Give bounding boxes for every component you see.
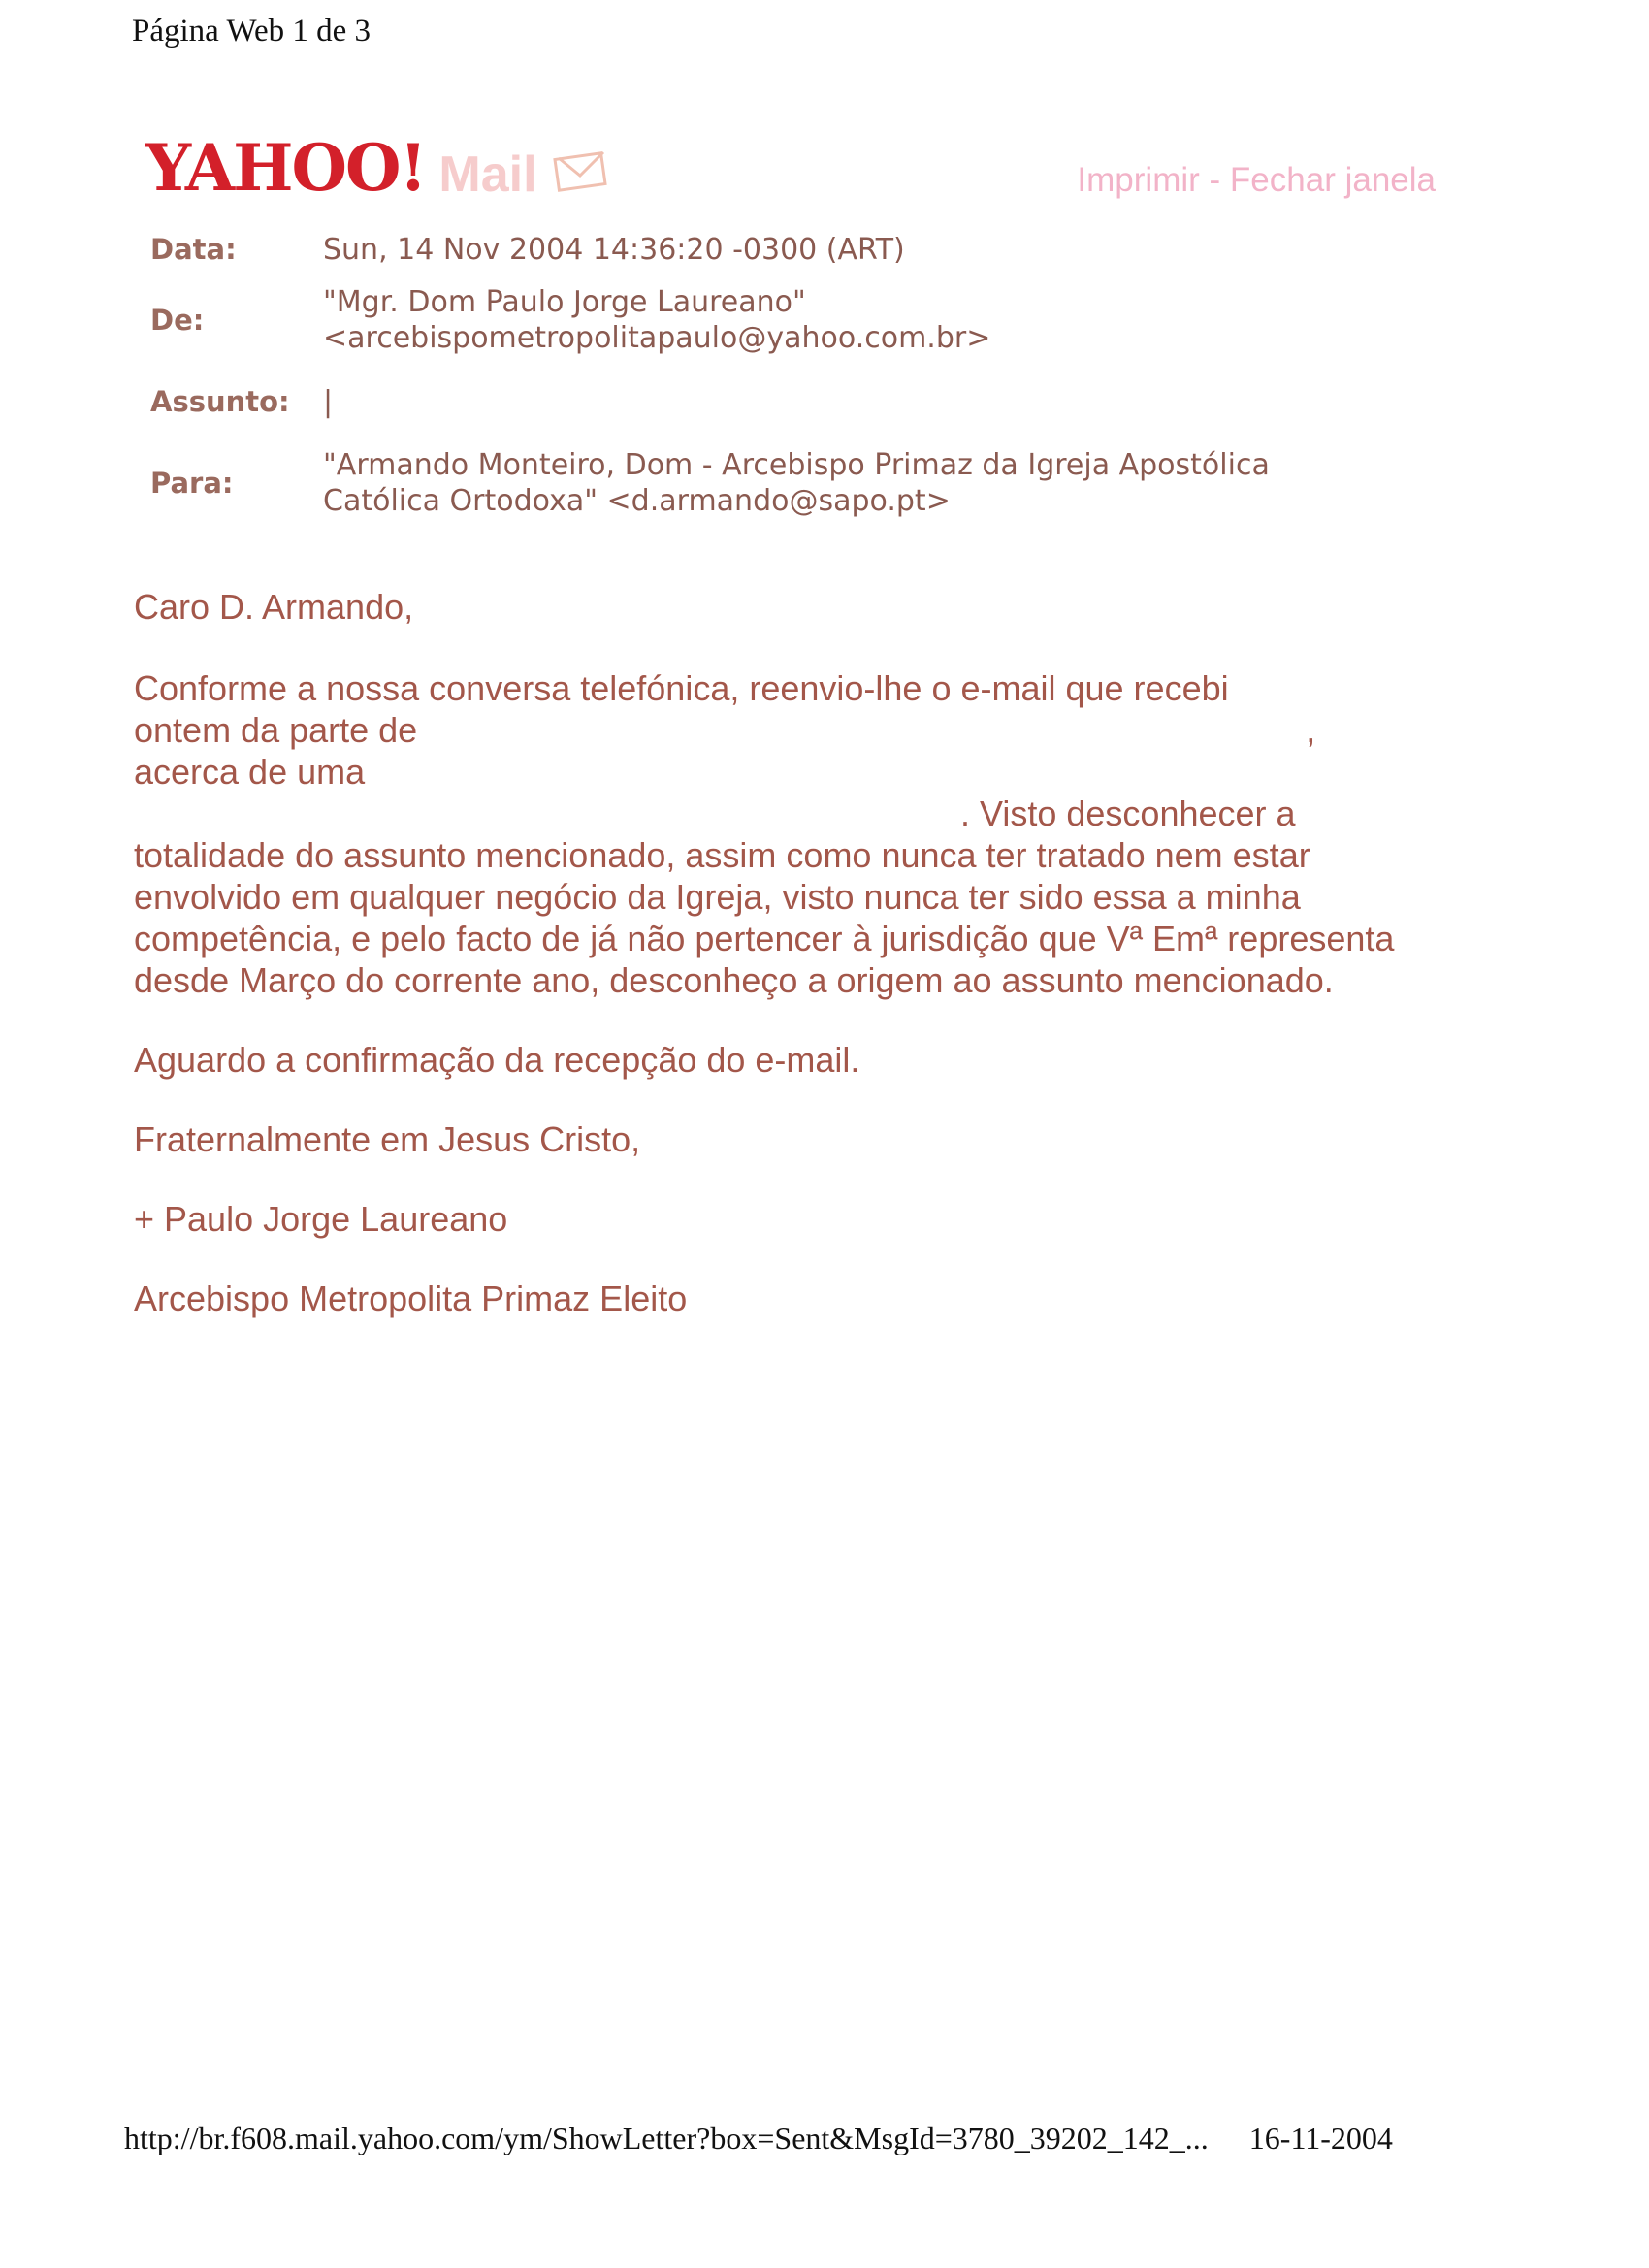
paragraph-line-1: Conforme a nossa conversa telefónica, reenvio-lhe o e-mail que recebi — [134, 668, 1229, 708]
paragraph-line-2: ontem da parte de — [134, 710, 418, 750]
signature-title: Arcebispo Metropolita Primaz Eleito — [134, 1279, 688, 1318]
print-link[interactable]: Imprimir — [1077, 161, 1200, 199]
subject-value: | — [323, 384, 334, 419]
confirmation-request: Aguardo a confirmação da recepção do e-mail. — [134, 1040, 860, 1080]
link-separator: - — [1209, 161, 1221, 199]
from-name: "Mgr. Dom Paulo Jorge Laureano" — [323, 285, 806, 319]
from-value — [323, 274, 1516, 367]
date-row — [150, 225, 1516, 274]
mail-wordmark: Mail — [438, 146, 537, 203]
from-label: De: — [150, 304, 205, 337]
top-actions — [1077, 161, 1436, 200]
greeting: Caro D. Armando, — [134, 587, 414, 627]
close-window-link[interactable]: Fechar janela — [1229, 161, 1436, 199]
footer-date: 16-11-2004 — [1248, 2121, 1393, 2155]
subject-row — [150, 367, 1516, 437]
redacted-region — [134, 801, 960, 830]
paragraph-line-4: . Visto desconhecer a — [960, 794, 1296, 833]
message-body — [134, 586, 1424, 1357]
paragraph-line-2-end: , — [1306, 710, 1316, 750]
page-header: Página Web 1 de 3 — [132, 14, 372, 49]
paragraph-main — [134, 667, 1424, 1001]
yahoo-wordmark: YAHOO! — [146, 130, 426, 206]
paragraph-rest: totalidade do assunto mencionado, assim como nunca ter tratado nem estar envolvido em qualquer negócio da Igreja, visto nunca ter sido essa a minha competência, e pelo facto de já não pertencer à jurisdição que Vª Emª representa desde Março do corrente ano, desconheço a origem ao assunto mencionado. — [134, 835, 1395, 1000]
subject-label: Assunto: — [150, 385, 290, 418]
to-row — [150, 437, 1516, 530]
print-footer — [124, 2121, 1393, 2156]
to-line-1: "Armando Monteiro, Dom - Arcebispo Primaz da Igreja Apostólica — [323, 448, 1270, 482]
from-row — [150, 274, 1516, 367]
yahoo-mail-logo — [146, 130, 609, 206]
signature-name: + Paulo Jorge Laureano — [134, 1199, 508, 1239]
to-label: Para: — [150, 467, 234, 500]
paragraph-line-3: acerca de uma — [134, 752, 366, 792]
date-label: Data: — [150, 233, 237, 266]
date-value: Sun, 14 Nov 2004 14:36:20 -0300 (ART) — [323, 232, 905, 267]
footer-url: http://br.f608.mail.yahoo.com/ym/ShowLetter?box=Sent&MsgId=3780_39202_142_... — [124, 2121, 1209, 2155]
closing: Fraternalmente em Jesus Cristo, — [134, 1119, 641, 1159]
to-value — [323, 437, 1516, 530]
envelope-icon — [553, 146, 609, 198]
message-headers — [150, 225, 1516, 530]
redacted-region — [417, 718, 1306, 747]
from-email: <arcebispometropolitapaulo@yahoo.com.br> — [323, 321, 991, 355]
to-line-2: Católica Ortodoxa" <d.armando@sapo.pt> — [323, 484, 951, 518]
